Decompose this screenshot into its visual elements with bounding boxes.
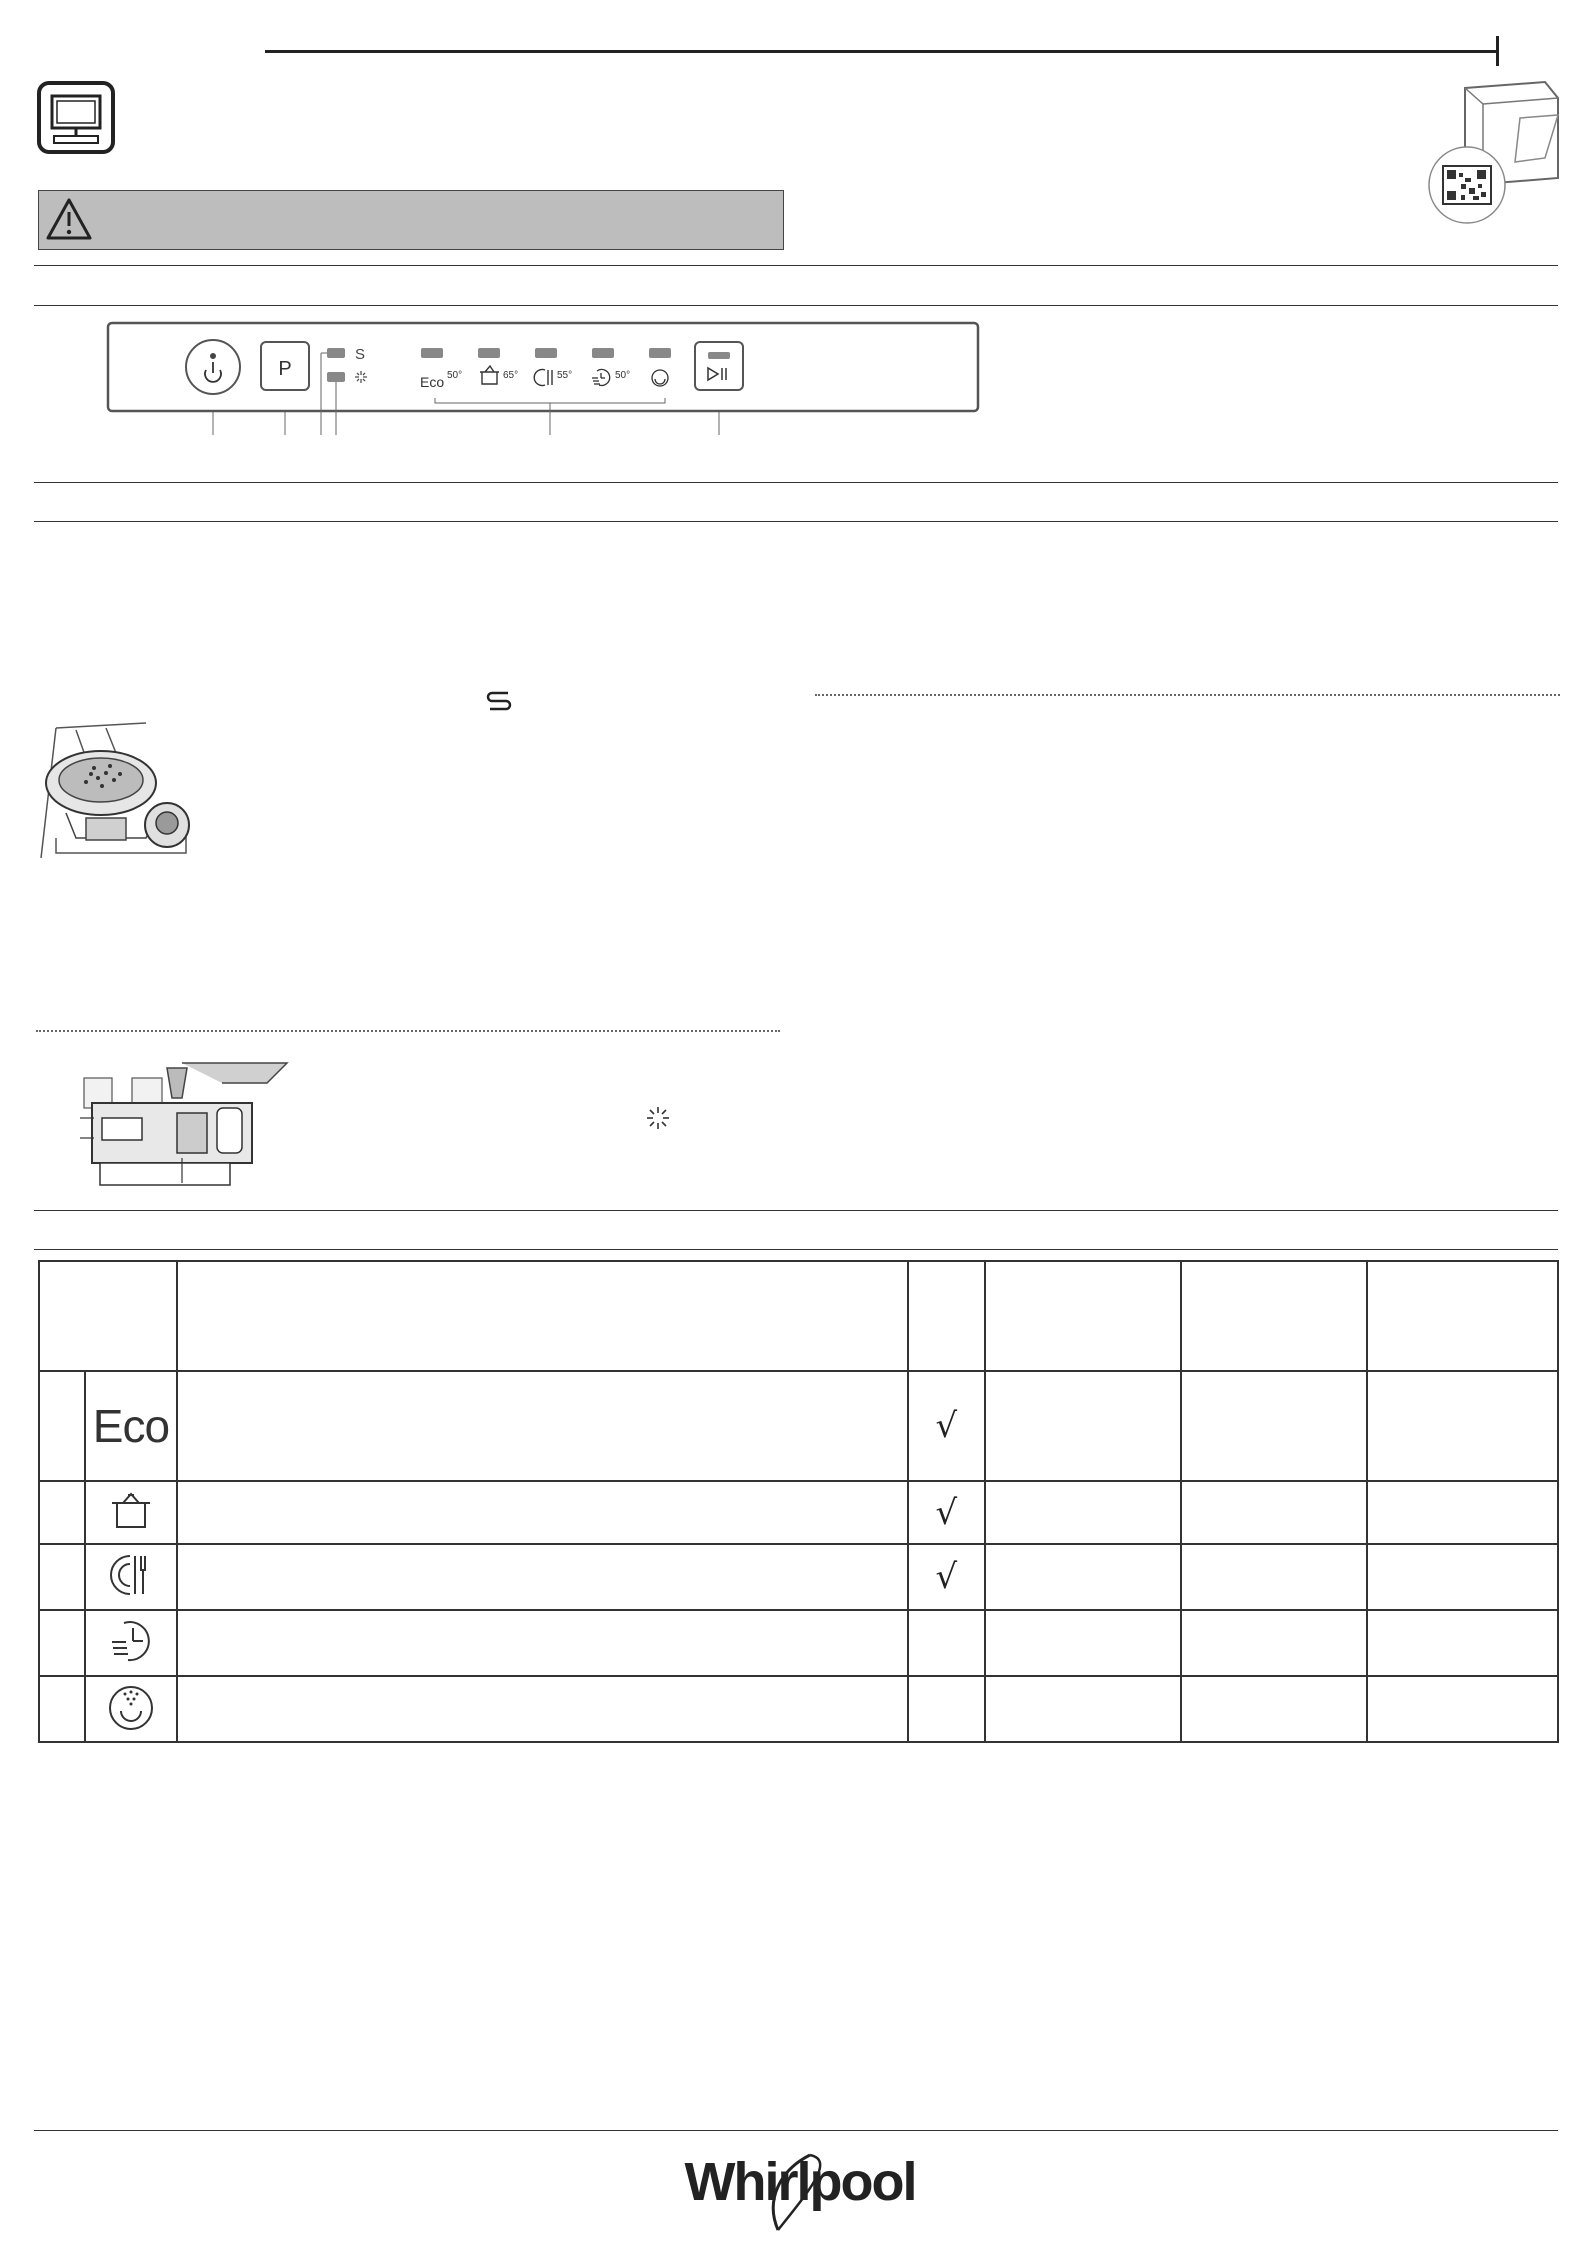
table-row — [39, 1676, 1558, 1742]
dishwasher-qr-icon — [1425, 78, 1565, 233]
table-cell — [1181, 1610, 1368, 1676]
section-rule — [34, 305, 1558, 306]
check-mark: √ — [908, 1371, 985, 1481]
sparkle-icon — [645, 1105, 671, 1136]
table-cell — [177, 1676, 908, 1742]
table-cell — [1181, 1544, 1368, 1610]
section-rule — [34, 482, 1558, 483]
eco-program-icon: Eco — [85, 1371, 177, 1481]
table-cell — [177, 1371, 908, 1481]
table-cell — [1181, 1481, 1368, 1544]
pot-icon — [85, 1481, 177, 1544]
program-eco-label: Eco — [420, 374, 445, 390]
program-led-normal — [535, 348, 557, 358]
salt-s-icon — [484, 688, 514, 719]
table-cell — [1181, 1371, 1368, 1481]
svg-text:P: P — [278, 358, 292, 380]
table-row — [39, 1610, 1558, 1676]
table-cell — [1367, 1544, 1558, 1610]
plate-cutlery-icon — [85, 1544, 177, 1610]
program-led-quick — [592, 348, 614, 358]
table-cell — [177, 1544, 908, 1610]
check-mark — [908, 1610, 985, 1676]
table-cell — [39, 1544, 85, 1610]
table-row — [39, 1371, 1558, 1481]
section-rule — [34, 1249, 1558, 1250]
table-cell — [985, 1676, 1181, 1742]
table-header-cell — [1181, 1261, 1368, 1371]
table-cell — [1367, 1481, 1558, 1544]
salt-indicator-led — [327, 348, 345, 358]
dotted-divider — [36, 1030, 780, 1032]
table-cell — [177, 1481, 908, 1544]
table-cell — [1367, 1371, 1558, 1481]
section-rule — [34, 265, 1558, 266]
table-header-cell — [908, 1261, 985, 1371]
power-icon[interactable] — [186, 340, 240, 394]
check-mark — [908, 1676, 985, 1742]
section-rule — [34, 1210, 1558, 1211]
program-button[interactable] — [261, 342, 309, 390]
check-mark: √ — [908, 1481, 985, 1544]
table-cell — [985, 1544, 1181, 1610]
salt-indicator-label: S — [355, 346, 366, 363]
table-cell — [985, 1481, 1181, 1544]
rinse-aid-indicator-led — [327, 372, 345, 382]
program-led-eco — [421, 348, 443, 358]
table-row — [39, 1481, 1558, 1544]
table-row — [39, 1544, 1558, 1610]
brand-logo — [660, 2130, 940, 2245]
dotted-divider — [815, 694, 1560, 696]
table-cell — [39, 1371, 85, 1481]
table-cell — [177, 1610, 908, 1676]
program-normal-temp: 55° — [557, 370, 573, 381]
control-panel — [105, 320, 985, 450]
svg-text:Whirlpool: Whirlpool — [684, 2152, 916, 2212]
table-header-cell — [39, 1261, 177, 1371]
table-header-row — [39, 1261, 1558, 1371]
table-header-cell — [1367, 1261, 1558, 1371]
program-table — [38, 1260, 1559, 1743]
check-mark: √ — [908, 1544, 985, 1610]
program-quick-temp: 50° — [615, 370, 631, 381]
table-cell — [985, 1371, 1181, 1481]
salt-container-illustration — [36, 718, 206, 878]
detergent-dispenser-illustration — [72, 1058, 292, 1203]
prewash-icon — [85, 1676, 177, 1742]
table-cell — [39, 1481, 85, 1544]
table-cell — [1181, 1676, 1368, 1742]
header-rule — [265, 50, 1497, 53]
table-cell — [39, 1676, 85, 1742]
monitor-icon — [36, 80, 116, 160]
table-cell — [1367, 1676, 1558, 1742]
table-cell — [1367, 1610, 1558, 1676]
program-eco-temp: 50° — [447, 370, 463, 381]
table-header-cell — [985, 1261, 1181, 1371]
quick-wash-icon — [85, 1610, 177, 1676]
table-cell — [985, 1610, 1181, 1676]
warning-triangle-icon — [45, 197, 93, 246]
program-intensive-temp: 65° — [503, 370, 519, 381]
header-rule-end — [1496, 36, 1499, 66]
play-pause-icon[interactable] — [695, 342, 743, 390]
section-rule — [34, 521, 1558, 522]
program-led-prewash — [649, 348, 671, 358]
table-header-cell — [177, 1261, 908, 1371]
table-cell — [39, 1610, 85, 1676]
program-led-intensive — [478, 348, 500, 358]
warning-bar — [38, 190, 784, 250]
